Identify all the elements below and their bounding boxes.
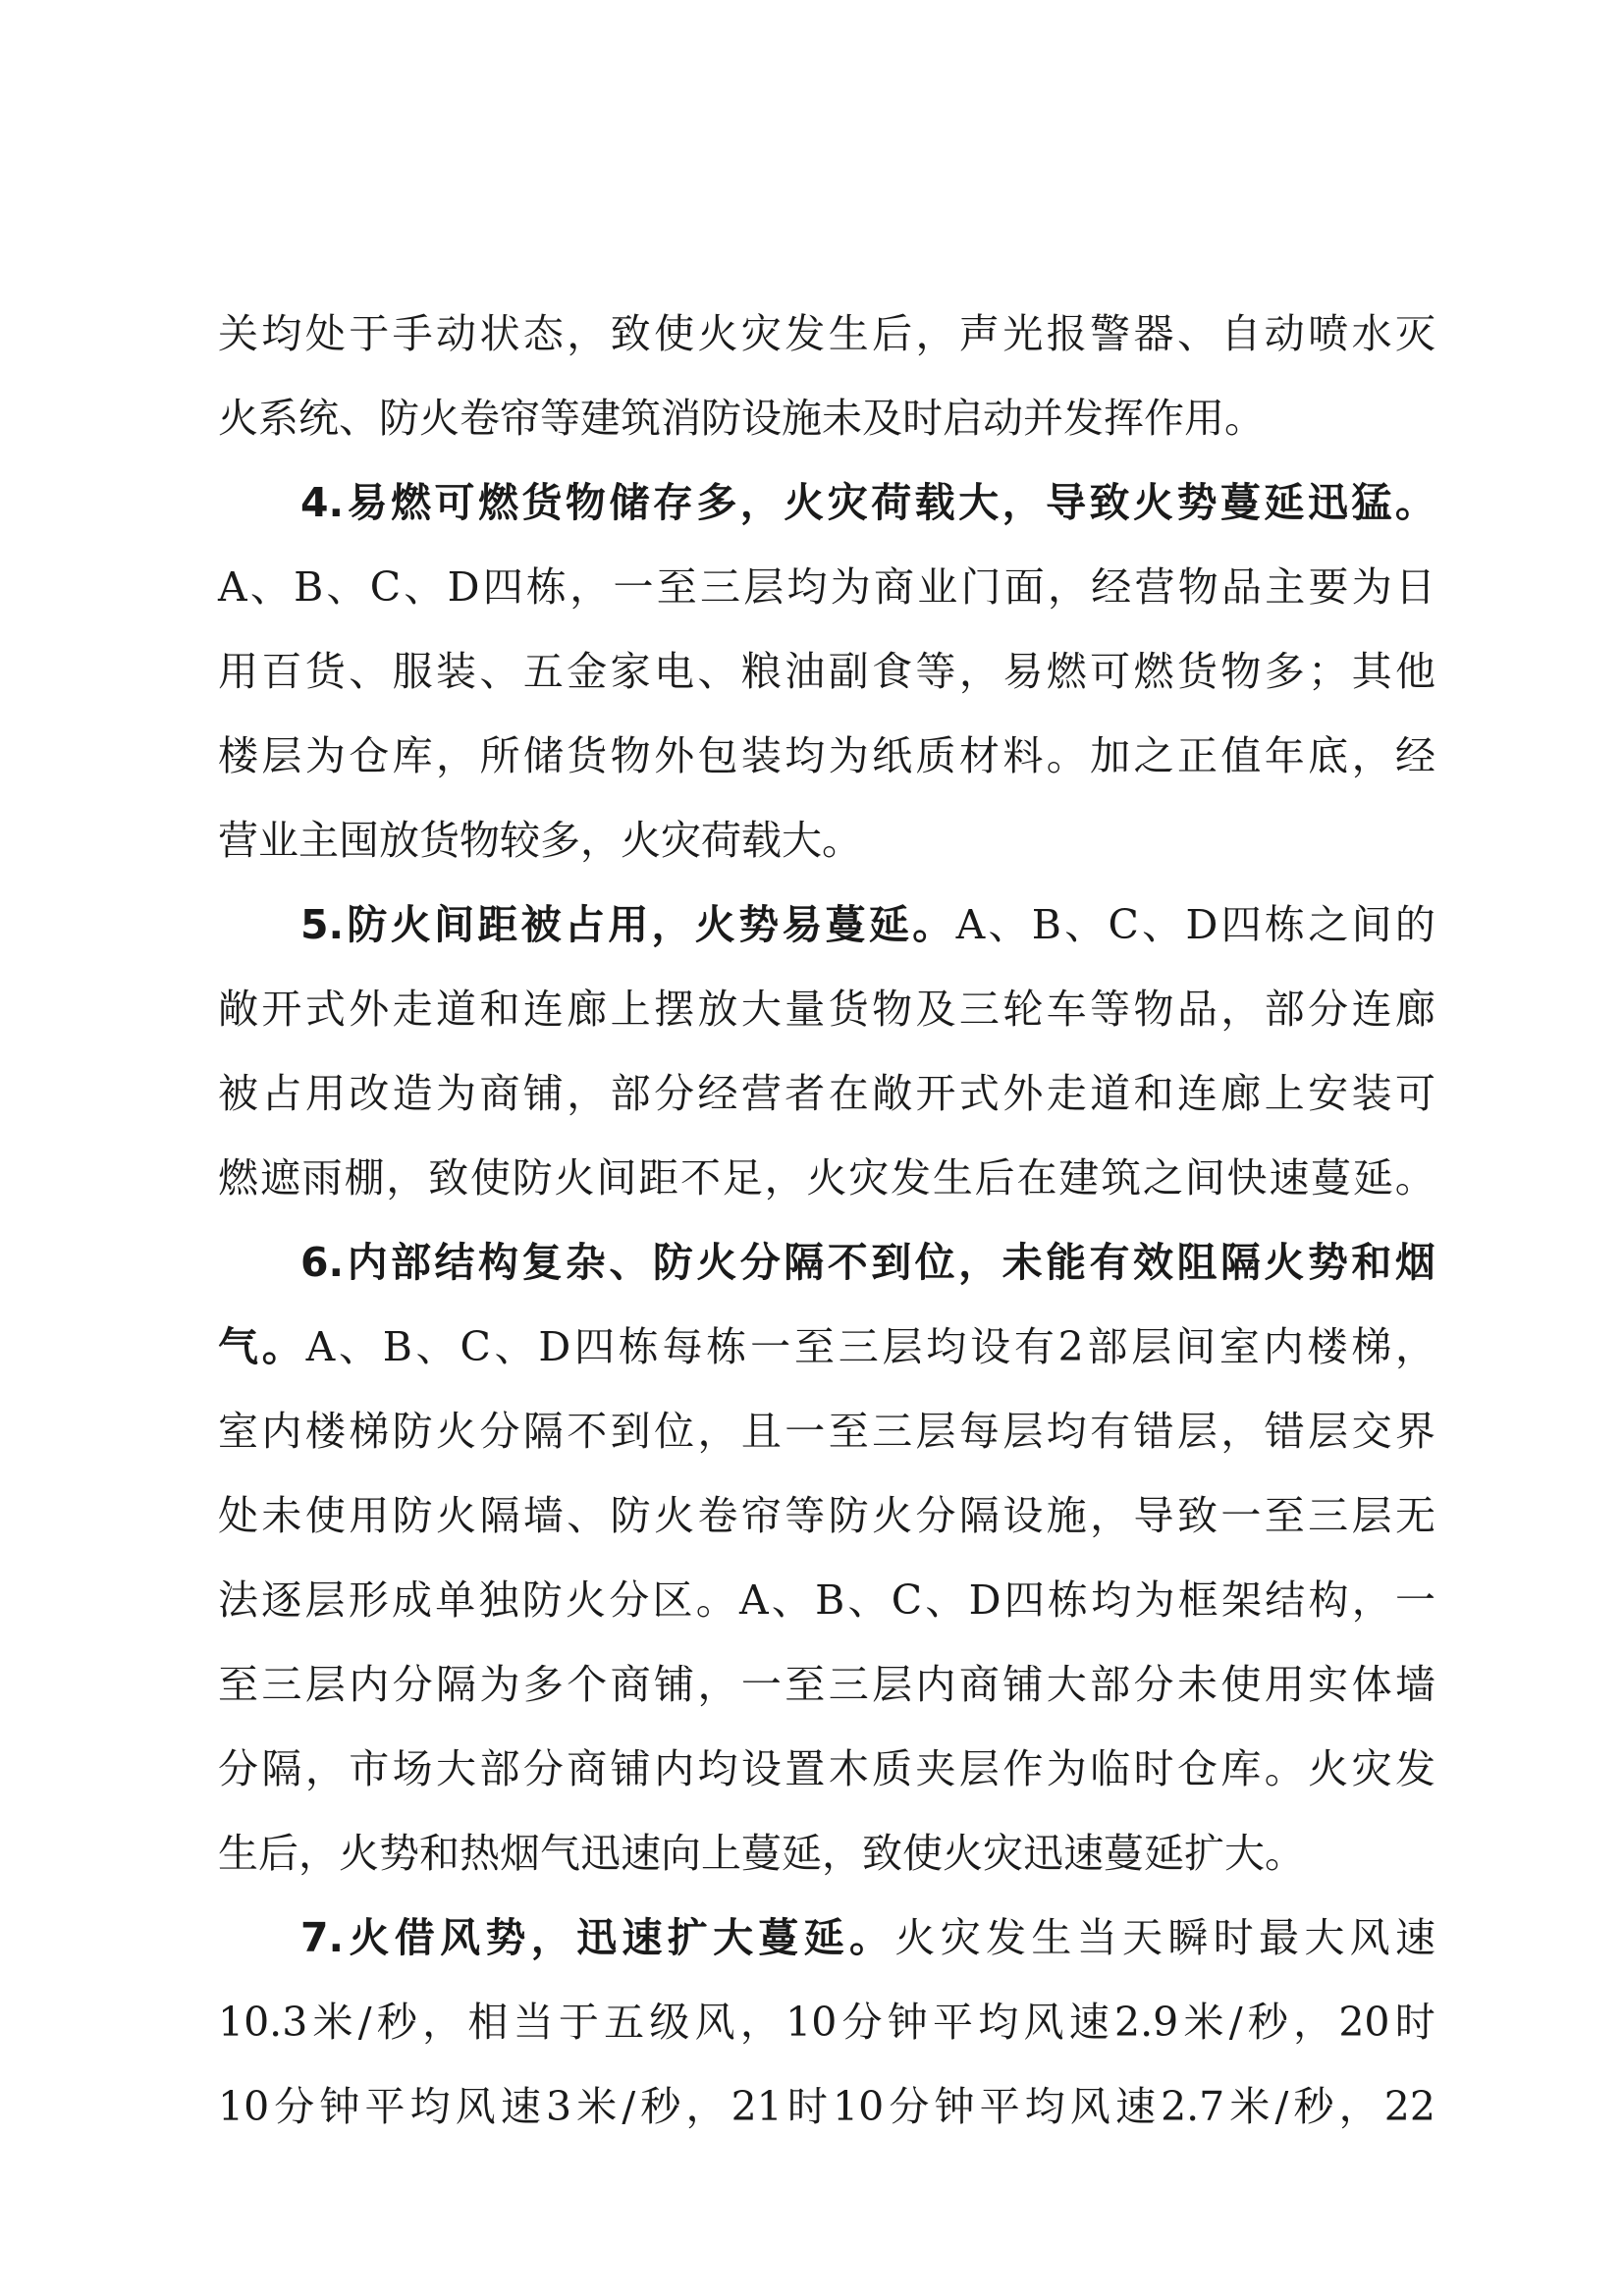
text-line: 6. 内 部 结 构 复 杂 、 防 火 分 隔 不 到 位 ， 未 能 有 效 阻 隔 火 势 和 烟 (300, 1239, 1435, 1286)
text-line: 分 隔 ， 市 场 大 部 分 商 铺 内 均 设 置 木 质 夹 层 作 为 临 时 仓 库 。 火 灾 发 (218, 1745, 1435, 1792)
text-line: 5. 防 火 间 距 被 占 用 ， 火 势 易 蔓 延 。 A 、 B 、 C 、 D 四 栋 之 间 的 (300, 901, 1435, 948)
text-line: 至 三 层 内 分 隔 为 多 个 商 铺 ， 一 至 三 层 内 商 铺 大 部 分 未 使 用 实 体 墙 (218, 1661, 1435, 1708)
text-line: 处 未 使 用 防 火 隔 墙 、 防 火 卷 帘 等 防 火 分 隔 设 施 ， 导 致 一 至 三 层 无 (218, 1492, 1435, 1539)
text-line: 用 百 货 、 服 装 、 五 金 家 电 、 粮 油 副 食 等 ， 易 燃 可 燃 货 物 多 ； 其 他 (218, 648, 1435, 695)
text-line: 关 均 处 于 手 动 状 态 ， 致 使 火 灾 发 生 后 ， 声 光 报 警 器 、 自 动 喷 水 灭 (218, 310, 1435, 357)
text-line: 燃 遮 雨 棚 ， 致 使 防 火 间 距 不 足 ， 火 灾 发 生 后 在 建 筑 之 间 快 速 蔓 延 。 (218, 1154, 1435, 1201)
text-line: 法 逐 层 形 成 单 独 防 火 分 区 。 A 、 B 、 C 、 D 四 栋 均 为 框 架 结 构 ， 一 (218, 1576, 1435, 1624)
text-line: 4. 易 燃 可 燃 货 物 储 存 多 ， 火 灾 荷 载 大 ， 导 致 火 势 蔓 延 迅 猛 。 (300, 479, 1435, 526)
text-line: 营 业 主 囤 放 货 物 较 多 ， 火 灾 荷 载 大 。 (218, 817, 862, 864)
text-line: 10 分 钟 平 均 风 速 3 米 / 秒 ， 21 时 10 分 钟 平 均 风 速 2.7 米 / 秒 ， 22 (218, 2083, 1435, 2130)
text-line: 火 系 统 、 防 火 卷 帘 等 建 筑 消 防 设 施 未 及 时 启 动 并 发 挥 作 用 。 (218, 395, 1265, 442)
text-line: 敞 开 式 外 走 道 和 连 廊 上 摆 放 大 量 货 物 及 三 轮 车 等 物 品 ， 部 分 连 廊 (218, 986, 1435, 1033)
text-line: 10.3 米 / 秒 ， 相 当 于 五 级 风 ， 10 分 钟 平 均 风 速 2.9 米 / 秒 ， 20 时 (218, 1999, 1435, 2046)
document-body (218, 292, 1435, 2149)
text-line: 生 后 ， 火 势 和 热 烟 气 迅 速 向 上 蔓 延 ， 致 使 火 灾 迅 速 蔓 延 扩 大 。 (218, 1830, 1305, 1877)
text-line: 楼 层 为 仓 库 ， 所 储 货 物 外 包 装 均 为 纸 质 材 料 。 加 之 正 值 年 底 ， 经 (218, 732, 1435, 779)
text-line: 被 占 用 改 造 为 商 铺 ， 部 分 经 营 者 在 敞 开 式 外 走 道 和 连 廊 上 安 装 可 (218, 1070, 1435, 1117)
text-line: 气 。 A 、 B 、 C 、 D 四 栋 每 栋 一 至 三 层 均 设 有 2 部 层 间 室 内 楼 梯 ， (218, 1323, 1435, 1370)
text-line: 7. 火 借 风 势 ， 迅 速 扩 大 蔓 延 。 火 灾 发 生 当 天 瞬 时 最 大 风 速 (300, 1914, 1435, 1961)
text-line: 室 内 楼 梯 防 火 分 隔 不 到 位 ， 且 一 至 三 层 每 层 均 有 错 层 ， 错 层 交 界 (218, 1408, 1435, 1455)
text-line: A 、 B 、 C 、 D 四 栋 ， 一 至 三 层 均 为 商 业 门 面 ， 经 营 物 品 主 要 为 日 (218, 563, 1435, 611)
